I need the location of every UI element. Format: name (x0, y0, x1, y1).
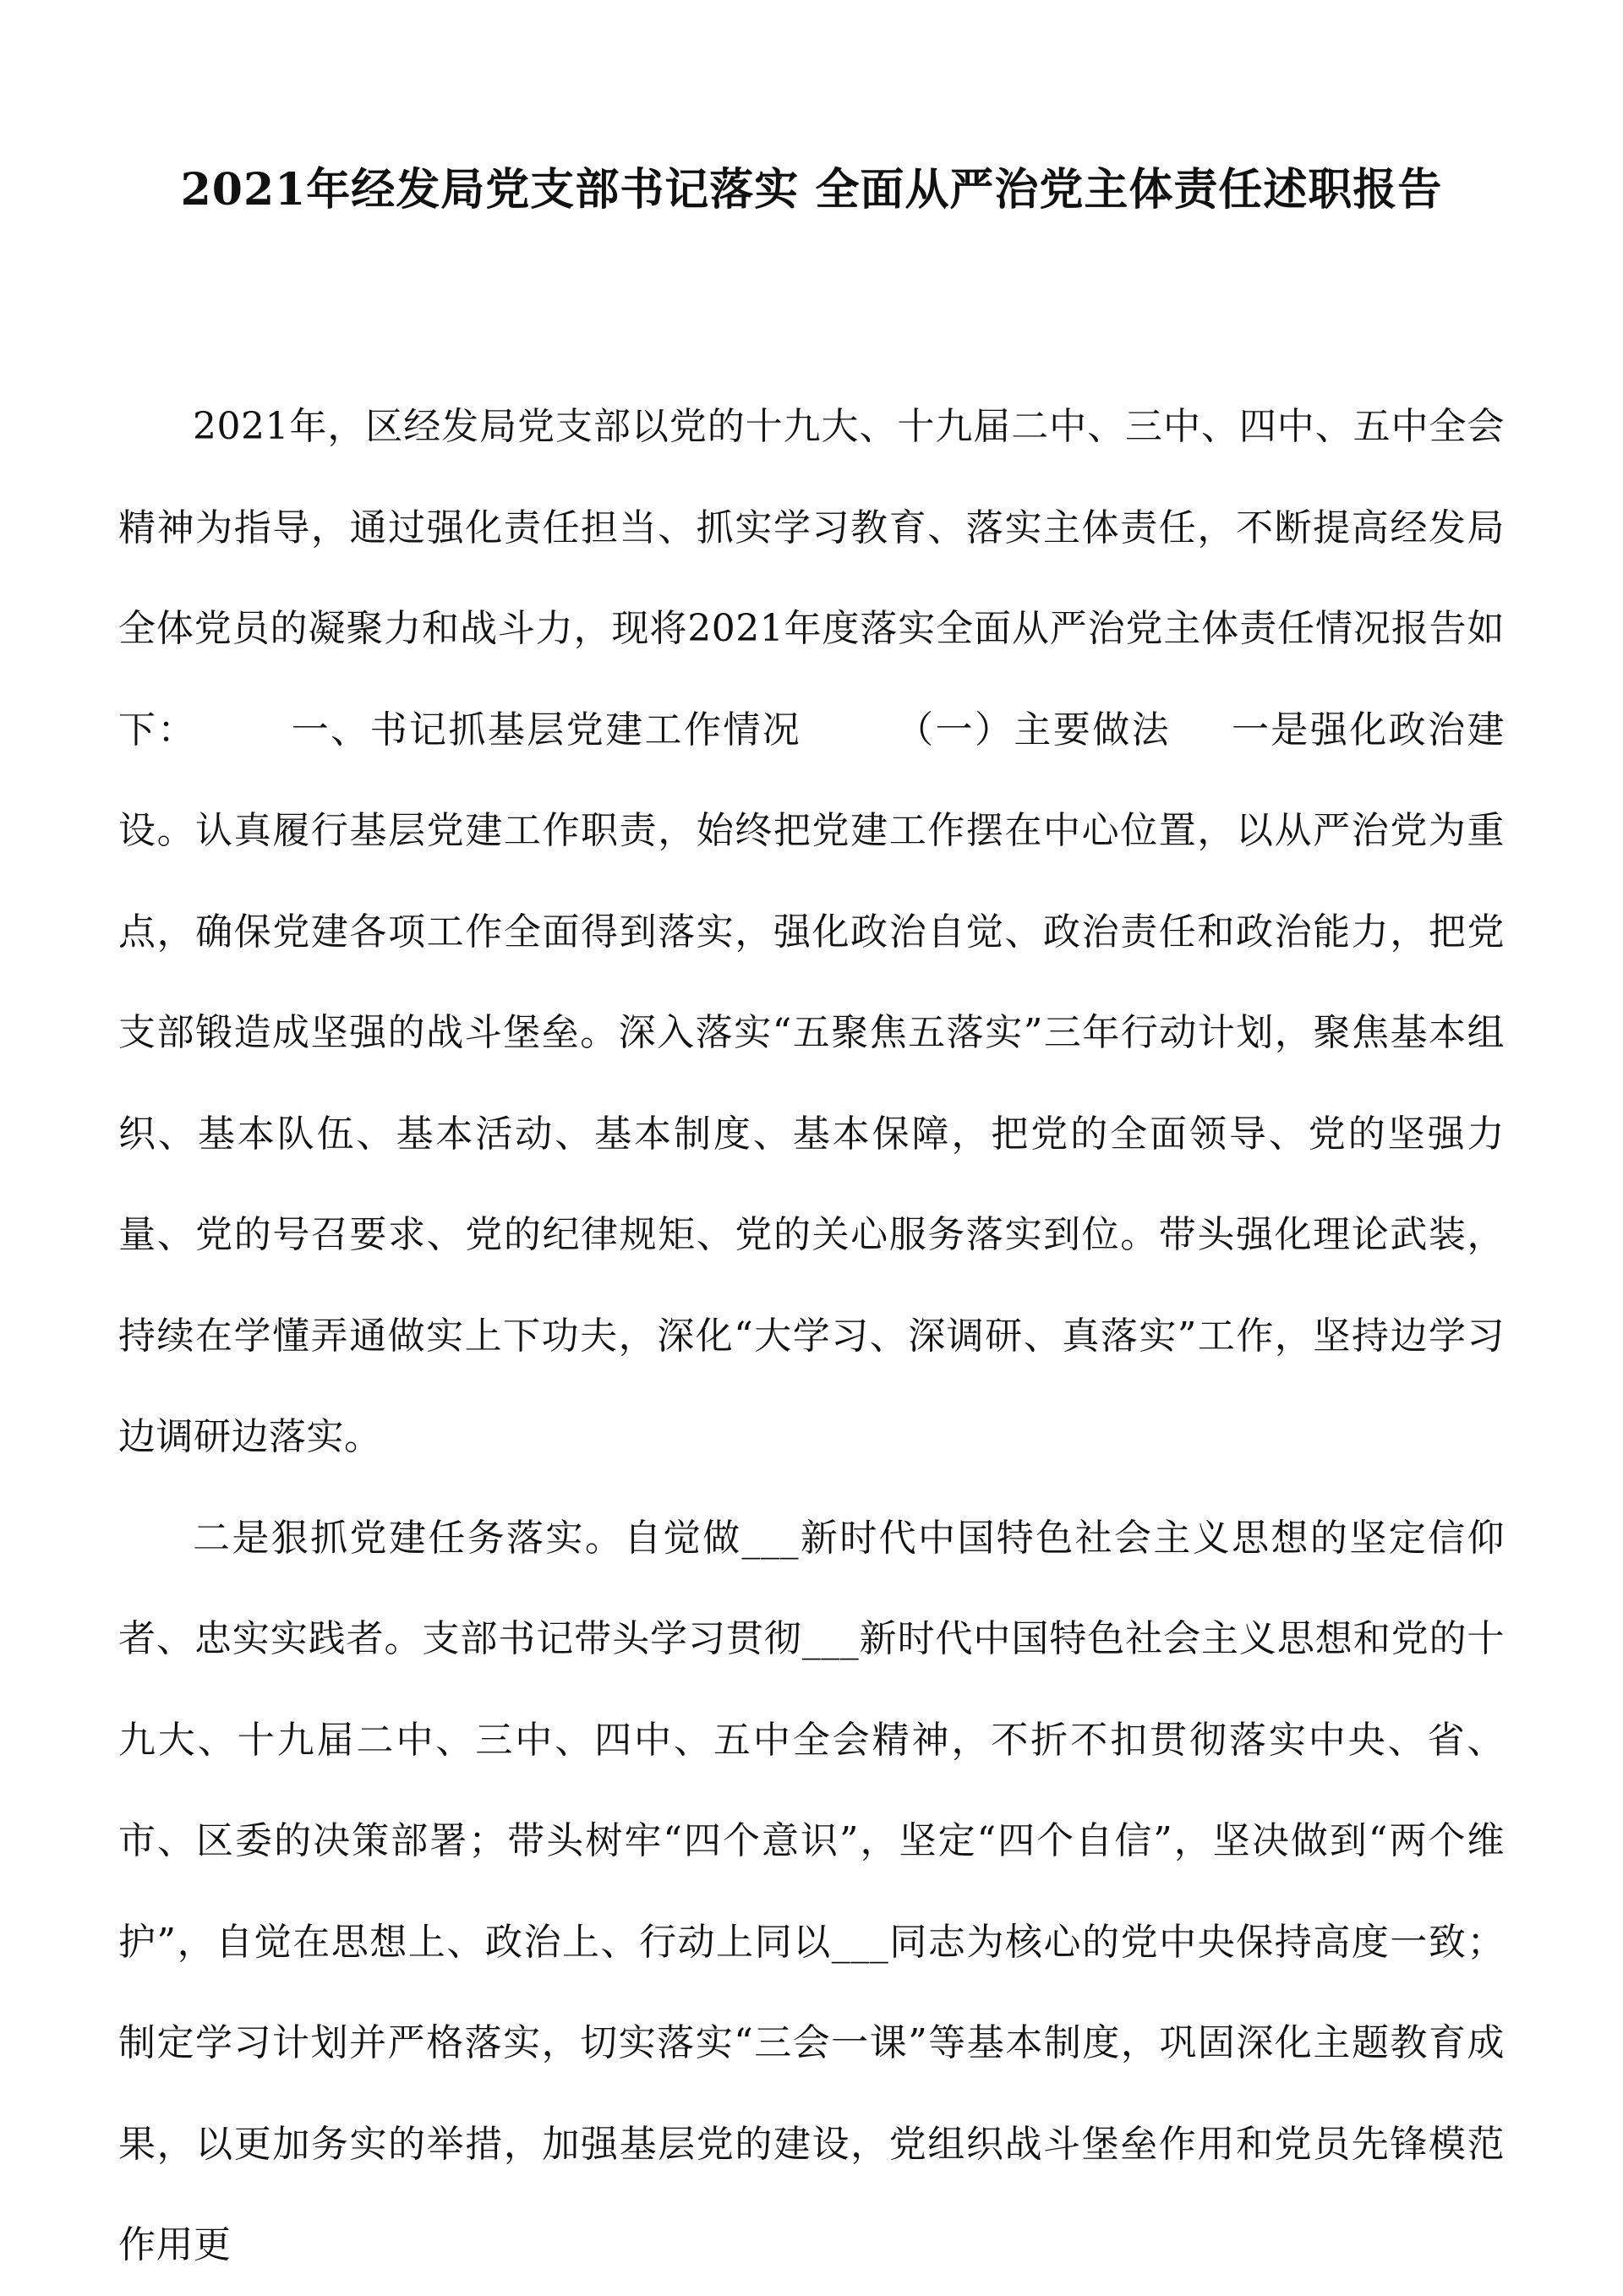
section-heading-1: 一、书记抓基层党建工作情况 (289, 708, 802, 752)
body-paragraph-2: 二是狠抓党建任务落实。自觉做___新时代中国特色社会主义思想的坚定信仰者、忠实实践者。支部书记带头学习贯彻___新时代中国特色社会主义思想和党的十九大、十九届二中、三中、四中、五中全会精神，不折不扣贯彻落实中央、省、市、区委的决策部署；带头树牢“四个意识”，坚定“四个自信”，坚决做到“两个维护”，自觉在思想上、政治上、行动上同以___同志为核心的党中央保持高度一致；制定学习计划并严格落实，切实落实“三会一课”等基本制度，巩固深化主题教育成果，以更加务实的举措，加强基层党的建设，党组织战斗堡垒作用和党员先锋模范作用更 (118, 1516, 1505, 2266)
document-body (118, 376, 1505, 2296)
document-title: 2021年经发局党支部书记落实 全面从严治党主体责任述职报告 (180, 164, 1443, 216)
paragraph-1-lead: 一是强化政治建设。 (118, 708, 1506, 852)
paragraph-1-intro: 2021年，区经发局党支部以党的十九大、十九届二中、三中、四中、五中全会精神为指导，通过强化责任担当、抓实学习教育、落实主体责任，不断提高经发局全体党员的凝聚力和战斗力，现将2021年度落实全面从严治党主体责任情况报告如下： (118, 405, 1505, 752)
subsection-heading-1: （一）主要做法 (894, 708, 1172, 752)
paragraph-1-body: 认真履行基层党建工作职责，始终把党建工作摆在中心位置，以从严治党为重点，确保党建各项工作全面得到落实，强化政治自觉、政治责任和政治能力，把党支部锻造成坚强的战斗堡垒。深入落实“五聚焦五落实”三年行动计划，聚焦基本组织、基本队伍、基本活动、基本制度、基本保障，把党的全面领导、党的坚强力量、党的号召要求、党的纪律规矩、党的关心服务落实到位。带头强化理论武装，持续在学懂弄通做实上下功夫，深化“大学习、深调研、真落实”工作，坚持边学习边调研边落实。 (118, 809, 1505, 1458)
body-paragraph-1 (118, 376, 1505, 1488)
